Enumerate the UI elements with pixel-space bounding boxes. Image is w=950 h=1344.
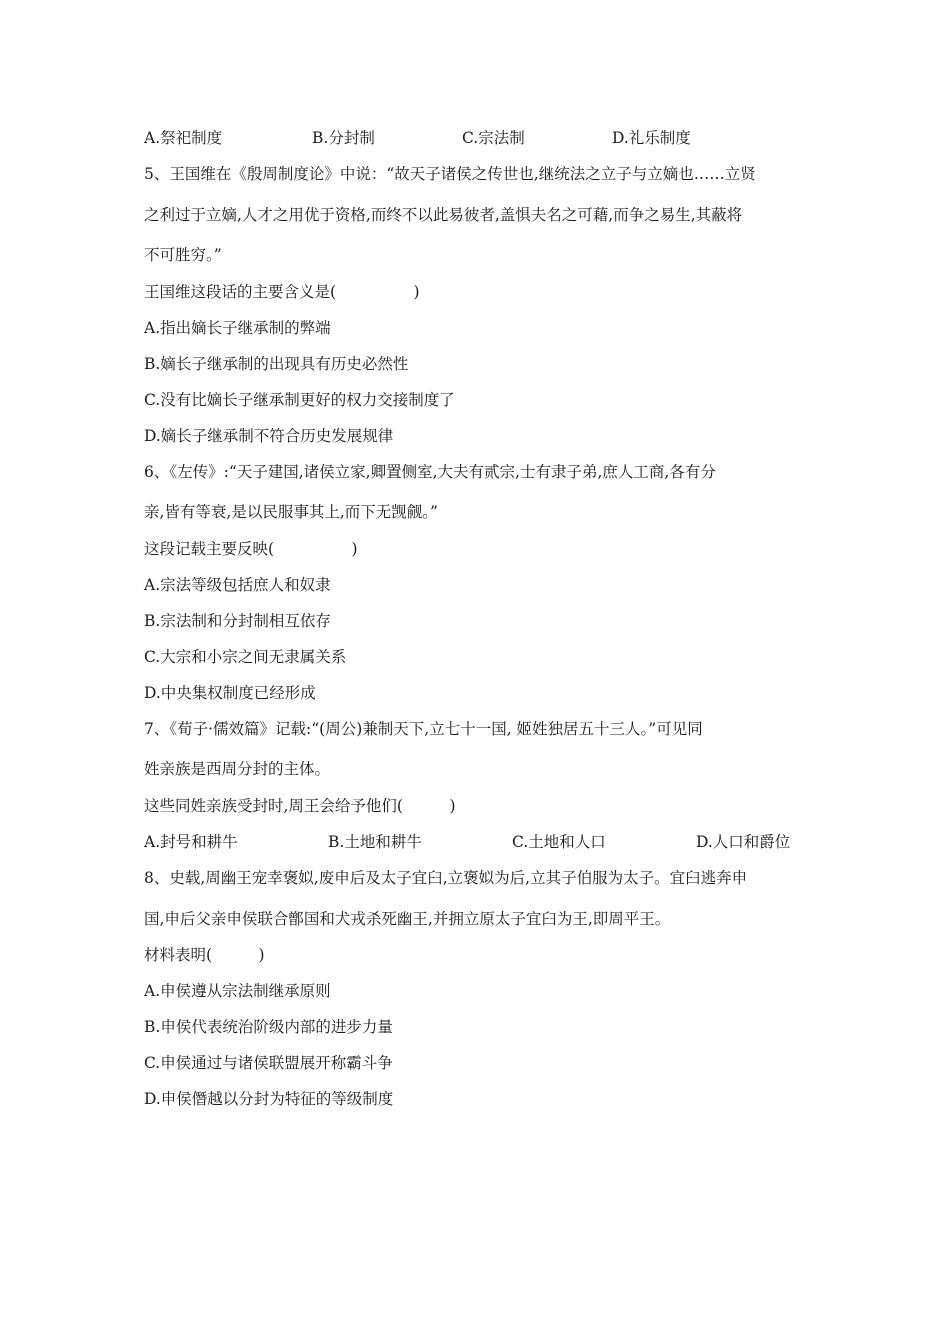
q5-stem-line-3: 不可胜穷。” (144, 246, 222, 264)
q8-option-b: B.申侯代表统治阶级内部的进步力量 (144, 1018, 393, 1036)
q6-stem-line-1: 6、《左传》:“天子建国,诸侯立家,卿置侧室,大夫有贰宗,士有隶子弟,庶人工商,各有分 (144, 463, 716, 481)
q8-option-a: A.申侯遵从宗法制继承原则 (144, 982, 331, 1000)
q6-option-d: D.中央集权制度已经形成 (144, 684, 316, 702)
q4-option-d: D.礼乐制度 (612, 129, 691, 147)
q4-option-a: A.祭祀制度 (144, 129, 223, 147)
q4-option-c: C.宗法制 (462, 129, 525, 147)
q5-option-a: A.指出嫡长子继承制的弊端 (144, 319, 331, 337)
q7-option-d: D.人口和爵位 (696, 833, 791, 851)
q7-stem-line-2: 姓亲族是西周分封的主体。 (144, 760, 331, 778)
q7-option-a: A.封号和耕牛 (144, 833, 238, 851)
q8-stem-line-2: 国,申后父亲申侯联合鄫国和犬戎杀死幽王,并拥立原太子宜臼为王,即周平王。 (144, 910, 671, 928)
q5-question: 王国维这段话的主要含义是( ) (144, 283, 420, 301)
q6-option-c: C.大宗和小宗之间无隶属关系 (144, 648, 347, 666)
q5-option-c: C.没有比嫡长子继承制更好的权力交接制度了 (144, 391, 455, 409)
q8-option-d: D.申侯僭越以分封为特征的等级制度 (144, 1090, 394, 1108)
q7-question: 这些同姓亲族受封时,周王会给予他们( ) (144, 797, 456, 815)
q7-stem-line-1: 7、《荀子·儒效篇》记载:“(周公)兼制天下,立七十一国, 姬姓独居五十三人。”可见同 (144, 720, 703, 738)
q7-option-b: B.土地和耕牛 (328, 833, 422, 851)
q6-stem-line-2: 亲,皆有等衰,是以民服事其上,而下无觊觎。” (144, 503, 438, 521)
q8-question: 材料表明( ) (144, 946, 265, 964)
q5-stem-line-1: 5、王国维在《殷周制度论》中说：“故天子诸侯之传世也,继统法之立子与立嫡也……立贤 (144, 165, 756, 183)
q5-option-b: B.嫡长子继承制的出现具有历史必然性 (144, 355, 409, 373)
q6-question: 这段记载主要反映( ) (144, 540, 358, 558)
q8-option-c: C.申侯通过与诸侯联盟展开称霸斗争 (144, 1054, 393, 1072)
q8-stem-line-1: 8、史载,周幽王宠幸褒姒,废申后及太子宜臼,立褒姒为后,立其子伯服为太子。宜臼逃奔申 (144, 869, 748, 887)
q6-option-b: B.宗法制和分封制相互依存 (144, 612, 331, 630)
q6-option-a: A.宗法等级包括庶人和奴隶 (144, 576, 331, 594)
q5-stem-line-2: 之利过于立嫡,人才之用优于资格,而终不以此易彼者,盖惧夫名之可藉,而争之易生,其蔽将 (144, 206, 743, 224)
q4-option-b: B.分封制 (312, 129, 375, 147)
q7-option-c: C.土地和人口 (512, 833, 606, 851)
q5-option-d: D.嫡长子继承制不符合历史发展规律 (144, 427, 394, 445)
